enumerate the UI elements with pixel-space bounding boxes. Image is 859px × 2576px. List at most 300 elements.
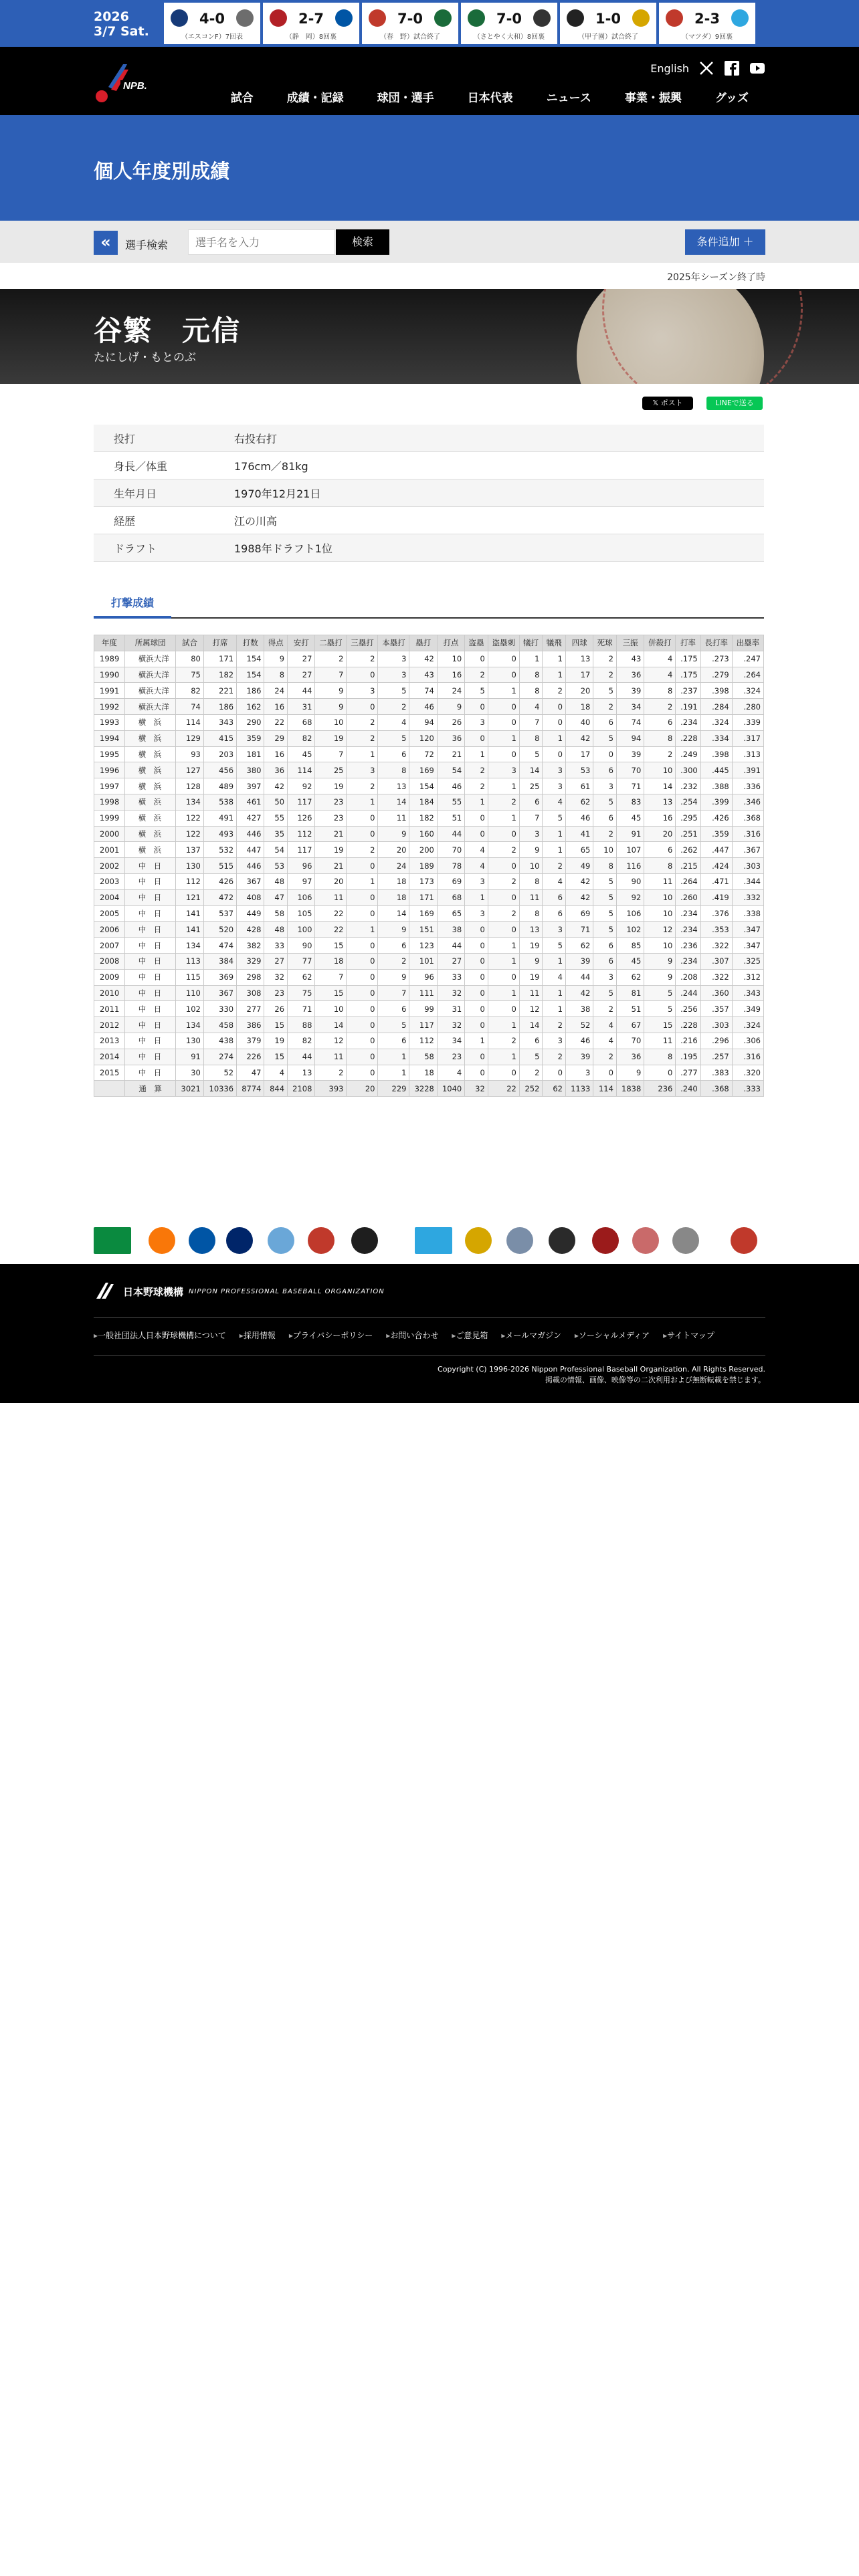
stat-cell: 15	[315, 985, 347, 1001]
nav-item[interactable]: 日本代表	[467, 92, 513, 105]
main-nav	[214, 88, 765, 105]
stat-cell: 2	[347, 714, 378, 730]
stat-cell: 3	[347, 762, 378, 778]
total-cell: 3228	[409, 1081, 437, 1097]
stat-cell: 58	[264, 905, 288, 922]
stat-cell: 5	[593, 985, 617, 1001]
stat-cell: 5	[593, 922, 617, 938]
stat-cell: 182	[203, 667, 236, 683]
stat-cell: 151	[409, 922, 437, 938]
stat-cell: 91	[616, 826, 644, 842]
profile-row	[94, 452, 764, 479]
game-list	[164, 3, 755, 44]
stat-cell: 5	[465, 683, 488, 699]
stat-cell: 121	[176, 889, 203, 905]
stat-cell: 2	[543, 1049, 566, 1065]
stat-cell: 107	[616, 842, 644, 858]
stat-cell: 2	[465, 667, 488, 683]
table-row	[94, 858, 764, 874]
x-post-button[interactable]: 𝕏 ポスト	[642, 397, 693, 410]
header-utility	[650, 60, 765, 76]
stat-cell: 169	[409, 905, 437, 922]
nav-item[interactable]: 試合	[230, 92, 254, 105]
back-button[interactable]: «	[94, 231, 118, 255]
stat-cell: 1	[465, 889, 488, 905]
column-header: 試合	[176, 635, 203, 651]
stat-cell: 461	[237, 794, 264, 810]
footer-link[interactable]: ▸ 一般社団法人日本野球機構について	[94, 1329, 226, 1341]
stat-cell: .344	[732, 873, 763, 889]
stat-cell: 6	[378, 746, 409, 762]
team-cell[interactable]: 横 浜	[124, 746, 176, 762]
carp2-logo[interactable]	[632, 1227, 659, 1254]
team-cell[interactable]: 横 浜	[124, 730, 176, 746]
game-card[interactable]	[362, 3, 458, 44]
stat-cell: 39	[565, 953, 593, 969]
stat-cell: 169	[409, 762, 437, 778]
table-row	[94, 905, 764, 922]
stat-cell: 46	[409, 699, 437, 715]
stat-cell: 408	[237, 889, 264, 905]
footer-link[interactable]: ▸ メールマガジン	[501, 1329, 561, 1341]
stat-cell: 2	[465, 778, 488, 794]
profile-key: 生年月日	[114, 487, 157, 500]
stat-cell: 69	[437, 873, 464, 889]
stat-cell: 9	[519, 953, 543, 969]
team-cell[interactable]: 横浜大洋	[124, 651, 176, 667]
stat-cell: 2	[593, 1049, 617, 1065]
stat-cell: 277	[237, 1001, 264, 1017]
footer-link[interactable]: ▸ お問い合わせ	[386, 1329, 438, 1341]
stat-cell: 1	[378, 1065, 409, 1081]
stat-cell: .256	[676, 1001, 700, 1017]
stat-cell: 4	[264, 1065, 288, 1081]
stat-cell: 123	[409, 938, 437, 954]
team-cell[interactable]: 横 浜	[124, 714, 176, 730]
team-cell[interactable]: 中 日	[124, 873, 176, 889]
stat-cell: 46	[565, 1033, 593, 1049]
stat-cell: 26	[437, 714, 464, 730]
table-row	[94, 889, 764, 905]
stat-cell: .426	[700, 810, 732, 826]
english-link[interactable]: English	[650, 62, 689, 75]
stat-cell: 74	[176, 699, 203, 715]
stat-cell: .264	[732, 667, 763, 683]
stat-cell: 6	[644, 714, 676, 730]
stat-cell: 308	[237, 985, 264, 1001]
stat-cell: 330	[203, 1001, 236, 1017]
player-kana: たにしげ・もとのぶ	[94, 351, 196, 364]
stat-cell: 54	[264, 842, 288, 858]
stat-cell: 90	[288, 938, 315, 954]
stat-cell: .215	[676, 858, 700, 874]
table-header-row	[94, 635, 764, 651]
stat-cell: 427	[237, 810, 264, 826]
game-score: 2-3	[694, 11, 720, 27]
team-cell[interactable]: 中 日	[124, 1017, 176, 1033]
stat-cell: 33	[264, 938, 288, 954]
search-button[interactable]: 検索	[336, 229, 389, 255]
stat-cell: 48	[264, 873, 288, 889]
stat-cell: 43	[616, 651, 644, 667]
stat-cell: 458	[203, 1017, 236, 1033]
stat-cell: 0	[488, 746, 519, 762]
footer-link[interactable]: ▸ プライバシーポリシー	[289, 1329, 373, 1341]
stat-cell: 14	[315, 1017, 347, 1033]
stat-cell: 9	[378, 826, 409, 842]
nav-item[interactable]: 球団・選手	[377, 92, 434, 105]
profile-value: 右投右打	[234, 432, 278, 445]
stat-cell: 42	[264, 778, 288, 794]
stat-cell: 21	[315, 858, 347, 874]
stat-cell: .280	[732, 699, 763, 715]
stat-cell: 1	[543, 667, 566, 683]
stat-cell: 51	[437, 810, 464, 826]
stat-cell: 3	[543, 922, 566, 938]
stat-cell: .336	[732, 778, 763, 794]
stat-cell: 31	[437, 1001, 464, 1017]
stat-cell: 3	[465, 905, 488, 922]
stat-cell: 186	[237, 683, 264, 699]
stat-cell: 5	[378, 730, 409, 746]
stat-cell: 9	[519, 842, 543, 858]
site-header	[0, 47, 859, 115]
stat-cell: 7	[378, 985, 409, 1001]
footer-org-jp: 日本野球機構	[123, 1285, 184, 1298]
stat-cell: .234	[676, 922, 700, 938]
game-status: （静 岡）8回裏	[285, 33, 337, 41]
stat-cell: 20	[565, 683, 593, 699]
stat-cell: 4	[519, 699, 543, 715]
stat-cell: 112	[409, 1033, 437, 1049]
team-logo-strip	[0, 1220, 859, 1267]
notice-text: 掲載の情報、画像、映像等の二次利用および無断転載を禁じます。	[545, 1376, 765, 1384]
stat-cell: 3	[543, 762, 566, 778]
giants-logo[interactable]	[149, 1227, 175, 1254]
samurai-japan-logo[interactable]	[731, 1227, 757, 1254]
hawks-logo[interactable]	[549, 1227, 575, 1254]
stat-cell: 0	[347, 1065, 378, 1081]
stat-cell: 23	[437, 1049, 464, 1065]
footer-org-en: NIPPON PROFESSIONAL BASEBALL ORGANIZATION	[189, 1287, 385, 1295]
team-cell[interactable]: 中 日	[124, 905, 176, 922]
footer-link[interactable]: ▸ ソーシャルメディア	[575, 1329, 650, 1341]
game-card[interactable]	[263, 3, 359, 44]
stat-cell: 43	[409, 667, 437, 683]
table-row	[94, 938, 764, 954]
table-row	[94, 826, 764, 842]
stat-cell: 18	[378, 873, 409, 889]
stat-cell: .175	[676, 667, 700, 683]
npb-mark-icon	[94, 1281, 118, 1301]
stat-cell: 10	[644, 762, 676, 778]
stat-cell: 12	[644, 922, 676, 938]
stat-cell: 1	[347, 922, 378, 938]
nav-item[interactable]: 事業・振興	[624, 92, 682, 105]
stat-cell: 14	[644, 778, 676, 794]
line-share-button[interactable]: LINEで送る	[706, 397, 763, 410]
profile-value: 江の川高	[234, 514, 278, 528]
x-icon[interactable]	[698, 60, 714, 76]
stat-cell: 8	[519, 730, 543, 746]
stat-cell: .445	[700, 762, 732, 778]
stat-cell: 0	[347, 699, 378, 715]
stat-cell: 6	[593, 810, 617, 826]
youtube-icon[interactable]	[749, 60, 765, 76]
total-cell: 229	[378, 1081, 409, 1097]
game-card[interactable]	[461, 3, 557, 44]
team-cell[interactable]: 中 日	[124, 922, 176, 938]
stat-cell: 27	[437, 953, 464, 969]
stat-cell: 0	[465, 810, 488, 826]
stat-cell: 3	[488, 762, 519, 778]
stat-cell: 4	[543, 969, 566, 985]
stat-cell: 44	[437, 826, 464, 842]
stat-cell: .353	[700, 922, 732, 938]
stat-cell: .346	[732, 794, 763, 810]
stat-cell: .247	[732, 651, 763, 667]
year-cell: 1990	[94, 667, 125, 683]
stat-cell: .216	[676, 1033, 700, 1049]
total-cell: 236	[644, 1081, 676, 1097]
stat-cell: 18	[565, 699, 593, 715]
stat-cell: 90	[616, 873, 644, 889]
stat-cell: 11	[644, 873, 676, 889]
stat-cell: 18	[378, 889, 409, 905]
nav-item[interactable]: グッズ	[714, 92, 749, 105]
team-cell[interactable]: 中 日	[124, 953, 176, 969]
profile-value: 176cm／81kg	[234, 459, 308, 473]
swallows-logo[interactable]	[268, 1227, 294, 1254]
stat-cell: 42	[565, 873, 593, 889]
stat-cell: .347	[732, 922, 763, 938]
stat-cell: .360	[700, 985, 732, 1001]
team-cell[interactable]: 中 日	[124, 858, 176, 874]
stat-cell: 134	[176, 938, 203, 954]
stat-cell: 0	[488, 858, 519, 874]
npb-logo[interactable]	[94, 60, 154, 103]
stat-cell: 23	[315, 794, 347, 810]
stat-cell: 0	[465, 938, 488, 954]
total-cell: 22	[488, 1081, 519, 1097]
stat-cell: 10	[519, 858, 543, 874]
stat-cell: 71	[616, 778, 644, 794]
team-cell[interactable]: 横 浜	[124, 842, 176, 858]
stat-cell: 3	[465, 873, 488, 889]
stat-cell: 173	[409, 873, 437, 889]
stat-cell: 0	[488, 699, 519, 715]
stat-cell: 0	[347, 905, 378, 922]
add-condition-button[interactable]: 条件追加 ＋	[685, 229, 765, 255]
profile-key: ドラフト	[114, 542, 157, 555]
nav-item[interactable]: 成績・記録	[286, 92, 344, 105]
stat-cell: 19	[264, 1033, 288, 1049]
year-cell: 2009	[94, 969, 125, 985]
year-cell: 2014	[94, 1049, 125, 1065]
stat-cell: 61	[565, 778, 593, 794]
stat-cell: 67	[616, 1017, 644, 1033]
footer-link[interactable]: ▸ ご意見箱	[452, 1329, 488, 1341]
stat-cell: 8	[378, 762, 409, 778]
team-cell[interactable]: 中 日	[124, 889, 176, 905]
stat-cell: 3	[347, 683, 378, 699]
stat-cell: 0	[347, 858, 378, 874]
lions-logo[interactable]	[415, 1227, 452, 1254]
stat-cell: 491	[203, 810, 236, 826]
stat-cell: .279	[700, 667, 732, 683]
team-cell[interactable]: 中 日	[124, 938, 176, 954]
stat-cell: 6	[543, 889, 566, 905]
stat-cell: 8	[519, 667, 543, 683]
team-cell[interactable]: 中 日	[124, 1065, 176, 1081]
team-cell[interactable]: 中 日	[124, 1001, 176, 1017]
stat-cell: 189	[409, 858, 437, 874]
stat-cell: 45	[616, 953, 644, 969]
game-card[interactable]	[164, 3, 260, 44]
stat-cell: 25	[315, 762, 347, 778]
game-status: （春 野）試合終了	[380, 33, 440, 41]
stat-cell: 0	[543, 699, 566, 715]
baystars-logo[interactable]	[189, 1227, 215, 1254]
stat-cell: .324	[732, 1017, 763, 1033]
team-cell[interactable]: 横 浜	[124, 794, 176, 810]
stat-cell: .338	[732, 905, 763, 922]
fighters-logo[interactable]	[94, 1227, 131, 1254]
stat-cell: .424	[700, 858, 732, 874]
search-input[interactable]	[188, 229, 335, 255]
game-status: （甲子園）試合終了	[578, 33, 638, 41]
column-header: 併殺打	[644, 635, 676, 651]
footer-logo[interactable]	[94, 1281, 385, 1301]
stat-cell: 42	[565, 730, 593, 746]
stat-cell: 0	[465, 1049, 488, 1065]
team-cell[interactable]: 横 浜	[124, 826, 176, 842]
column-header: 盗塁	[465, 635, 488, 651]
team-cell[interactable]: 中 日	[124, 985, 176, 1001]
stat-cell: 11	[378, 810, 409, 826]
stat-cell: 1	[543, 1001, 566, 1017]
team-cell[interactable]: 中 日	[124, 969, 176, 985]
stat-cell: 36	[264, 762, 288, 778]
ncb-logo[interactable]	[672, 1227, 699, 1254]
stat-cell: 22	[315, 922, 347, 938]
stat-cell: 3	[593, 778, 617, 794]
stat-cell: 46	[437, 778, 464, 794]
stat-cell: 7	[519, 810, 543, 826]
profile-row	[94, 479, 764, 507]
stat-cell: 0	[465, 730, 488, 746]
stat-cell: 116	[616, 858, 644, 874]
eagles-logo[interactable]	[465, 1227, 492, 1254]
stat-cell: .208	[676, 969, 700, 985]
team-cell[interactable]: 横 浜	[124, 778, 176, 794]
stat-cell: 19	[519, 969, 543, 985]
tab-batting[interactable]: 打撃成績	[94, 593, 171, 619]
stat-cell: .303	[732, 858, 763, 874]
team-cell[interactable]: 横浜大洋	[124, 699, 176, 715]
stat-cell: 474	[203, 938, 236, 954]
page-title-band	[0, 115, 859, 221]
stat-cell: 0	[488, 889, 519, 905]
team-cell[interactable]: 横浜大洋	[124, 683, 176, 699]
stat-cell: 367	[203, 985, 236, 1001]
dragons-logo[interactable]	[226, 1227, 253, 1254]
game-score: 7-0	[496, 11, 522, 27]
team-cell[interactable]: 横 浜	[124, 810, 176, 826]
nav-item[interactable]: ニュース	[546, 92, 591, 105]
profile-key: 経歴	[114, 514, 136, 528]
stat-cell: 110	[176, 985, 203, 1001]
stat-cell: 4	[593, 1017, 617, 1033]
stat-cell: 5	[378, 1017, 409, 1033]
stat-cell: 13	[288, 1065, 315, 1081]
year-cell: 1996	[94, 762, 125, 778]
stat-cell: 12	[315, 1033, 347, 1049]
stat-cell: 49	[565, 858, 593, 874]
stat-cell: 415	[203, 730, 236, 746]
carp-logo[interactable]	[308, 1227, 335, 1254]
stat-cell: 14	[519, 762, 543, 778]
stat-cell: 343	[203, 714, 236, 730]
stat-cell: 4	[593, 1033, 617, 1049]
stat-cell: .264	[676, 873, 700, 889]
stat-cell: 532	[203, 842, 236, 858]
team-cell[interactable]: 中 日	[124, 1049, 176, 1065]
stat-cell: 10	[315, 714, 347, 730]
stat-cell: 122	[176, 826, 203, 842]
stat-cell: 75	[288, 985, 315, 1001]
buffaloes-logo[interactable]	[506, 1227, 533, 1254]
marines-logo[interactable]	[592, 1227, 619, 1254]
stat-cell: 446	[237, 858, 264, 874]
stat-cell: 14	[378, 905, 409, 922]
stat-cell: 53	[565, 762, 593, 778]
game-card[interactable]	[659, 3, 755, 44]
stat-cell: 1	[465, 794, 488, 810]
team-cell[interactable]: 中 日	[124, 1033, 176, 1049]
total-row	[94, 1081, 764, 1097]
stat-cell: 0	[347, 969, 378, 985]
team-cell[interactable]: 横 浜	[124, 762, 176, 778]
column-header: 長打率	[700, 635, 732, 651]
stat-cell: 6	[593, 714, 617, 730]
stat-cell: 154	[237, 667, 264, 683]
stat-cell: 102	[616, 922, 644, 938]
stat-cell: 130	[176, 1033, 203, 1049]
stat-cell: .234	[676, 714, 700, 730]
table-row	[94, 969, 764, 985]
footer-link[interactable]: ▸ 採用情報	[240, 1329, 276, 1341]
stat-cell: 15	[264, 1049, 288, 1065]
facebook-icon[interactable]	[724, 60, 740, 76]
table-row	[94, 794, 764, 810]
player-header	[0, 289, 859, 384]
footer-link[interactable]: ▸ サイトマップ	[663, 1329, 714, 1341]
stat-cell: 22	[264, 714, 288, 730]
stat-cell: 4	[378, 714, 409, 730]
stat-cell: 83	[616, 794, 644, 810]
stat-cell: 99	[409, 1001, 437, 1017]
game-card[interactable]	[560, 3, 656, 44]
stat-cell: 13	[519, 922, 543, 938]
stat-cell: .339	[732, 714, 763, 730]
column-header: 塁打	[409, 635, 437, 651]
year-cell: 1991	[94, 683, 125, 699]
tigers-logo[interactable]	[351, 1227, 378, 1254]
stat-cell: 6	[519, 794, 543, 810]
stat-cell: 128	[176, 778, 203, 794]
team-cell[interactable]: 横浜大洋	[124, 667, 176, 683]
